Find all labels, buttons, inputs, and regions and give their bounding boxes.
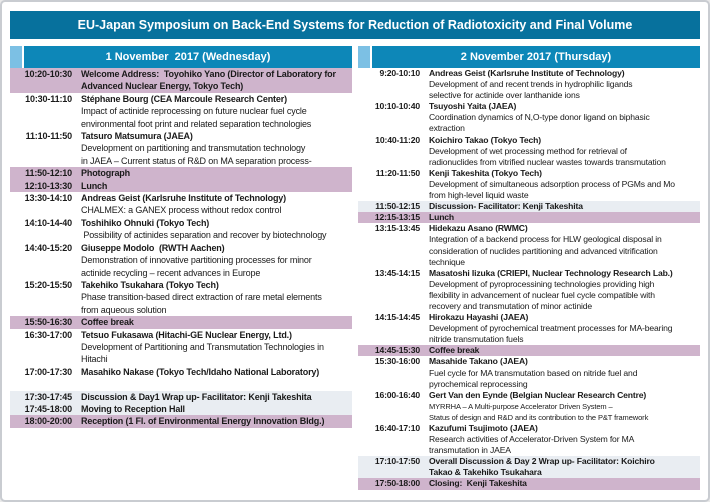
row-speaker: Overall Discussion & Day 2 Wrap up- Facilitator: Koichiro bbox=[429, 456, 655, 467]
schedule-row bbox=[10, 329, 352, 366]
schedule-row bbox=[358, 212, 700, 223]
row-time: 10:40-11:20 bbox=[375, 134, 420, 145]
schedule-row bbox=[10, 167, 352, 179]
row-description: Development of pyroprocessining technologies providing high bbox=[429, 278, 655, 289]
row-speaker: Moving to Reception Hall bbox=[81, 403, 185, 414]
row-content bbox=[81, 180, 352, 192]
row-content bbox=[429, 68, 700, 101]
schedule-row bbox=[358, 135, 700, 168]
row-description: from aqueous solution bbox=[81, 304, 167, 315]
row-content bbox=[429, 268, 700, 312]
row-description: flexibility in advancement of nuclear fuel cycle compatible with bbox=[429, 289, 655, 300]
row-description: Status of design and R&D and its contribution to the P&T framework bbox=[429, 412, 649, 422]
row-content bbox=[429, 390, 700, 423]
row-time: 13:15-13:45 bbox=[374, 223, 420, 234]
schedule-row bbox=[10, 180, 352, 192]
row-description: radionuclides from vitrified nuclear wastes towards transmutation bbox=[429, 156, 666, 167]
row-description: Coordination dynamics of N,O-type donor ligand on biphasic bbox=[429, 112, 650, 123]
row-time: 14:15-14:45 bbox=[374, 312, 420, 323]
day1-header-label: 1 November 2017 (Wednesday) bbox=[24, 46, 352, 68]
row-speaker: Closing: Kenji Takeshita bbox=[429, 478, 527, 489]
schedule-row bbox=[10, 316, 352, 328]
schedule-row bbox=[358, 423, 700, 456]
row-speaker: Tetsuo Fukasawa (Hitachi-GE Nuclear Energy, Ltd.) bbox=[81, 329, 292, 340]
row-time: 10:10-10:40 bbox=[374, 101, 420, 112]
row-content bbox=[81, 217, 352, 242]
row-speaker: Kazufumi Tsujimoto (JAEA) bbox=[429, 423, 538, 433]
schedule-row bbox=[358, 101, 700, 134]
row-time: 11:20-11:50 bbox=[375, 167, 420, 178]
schedule-row bbox=[10, 217, 352, 242]
row-time: 10:30-11:10 bbox=[25, 93, 72, 104]
schedule-row bbox=[10, 279, 352, 316]
row-time: 15:30-16:00 bbox=[374, 356, 420, 367]
row-time: 14:45-15:30 bbox=[374, 345, 420, 356]
schedule-row bbox=[358, 168, 700, 201]
row-speaker: Masahide Takano (JAEA) bbox=[429, 356, 528, 367]
row-description: Phase transition-based direct extraction of rare metal elements bbox=[81, 292, 322, 303]
row-content bbox=[81, 279, 352, 316]
row-speaker: Toshihiko Ohnuki (Tokyo Tech) bbox=[81, 217, 210, 228]
day1-rows bbox=[10, 68, 352, 496]
row-speaker: Tatsuro Matsumura (JAEA) bbox=[81, 131, 193, 142]
schedule-row bbox=[10, 68, 352, 93]
row-description: Development on partitioning and transmutation technology bbox=[81, 143, 306, 154]
schedule-row bbox=[10, 366, 352, 378]
schedule-row bbox=[358, 223, 700, 267]
row-time: 17:45-18:00 bbox=[24, 403, 72, 414]
row-speaker: Takao & Takehiko Tsukahara bbox=[429, 467, 542, 478]
schedule-row bbox=[10, 391, 352, 403]
row-description: nitride transmutation fuels bbox=[429, 334, 524, 345]
row-speaker: Advanced Nuclear Energy, Tokyo Tech) bbox=[81, 81, 244, 92]
row-content bbox=[429, 101, 700, 134]
row-speaker: Coffee break bbox=[81, 317, 134, 328]
row-time: 14:40-15:20 bbox=[24, 242, 72, 253]
row-speaker: Masahiko Nakase (Tokyo Tech/Idaho National Laboratory) bbox=[81, 366, 320, 377]
row-content bbox=[429, 478, 700, 489]
schedule-row bbox=[358, 312, 700, 345]
row-content bbox=[81, 391, 352, 403]
row-content bbox=[429, 423, 700, 456]
schedule-row bbox=[358, 456, 700, 478]
row-description: MYRRHA – A Multi-purpose Accelerator Driven System – bbox=[429, 401, 613, 411]
row-time: 10:20-10:30 bbox=[24, 69, 72, 79]
row-description: Impact of actinide reprocessing on future nuclear fuel cycle bbox=[81, 106, 307, 117]
row-time: 14:10-14-40 bbox=[24, 217, 72, 228]
row-content bbox=[81, 316, 352, 328]
row-time: 17:50-18:00 bbox=[374, 478, 420, 489]
row-time: 15:50-16:30 bbox=[24, 317, 72, 328]
day2-rows bbox=[358, 68, 700, 496]
row-content bbox=[81, 403, 352, 415]
schedule-row bbox=[358, 478, 700, 489]
schedule-row bbox=[10, 93, 352, 130]
row-description: actinide recycling – recent advances in Europe bbox=[81, 267, 261, 278]
row-time: 17:10-17:50 bbox=[374, 456, 420, 467]
schedule-row bbox=[10, 242, 352, 279]
row-description: Possibility of actinides separation and recover by biotechnology bbox=[81, 230, 327, 241]
schedule-row bbox=[10, 130, 352, 167]
row-description: Development of pyrochemical treatment processes for MA-bearing bbox=[429, 323, 673, 334]
row-description: transmutation in JAEA bbox=[429, 445, 511, 456]
row-time: 16:00-16:40 bbox=[374, 389, 420, 400]
row-description: Development of Partitioning and Transmutation Technologies in bbox=[81, 341, 324, 352]
row-content bbox=[429, 345, 700, 356]
row-time: 13:45-14:15 bbox=[374, 267, 420, 278]
schedule-row bbox=[358, 68, 700, 101]
row-description: pyrochemical reprocessing bbox=[429, 378, 528, 389]
row-speaker: Andreas Geist (Karlsruhe Institute of Technology) bbox=[81, 193, 287, 204]
row-content bbox=[429, 135, 700, 168]
row-content bbox=[81, 68, 352, 93]
schedule-row bbox=[10, 192, 352, 217]
symposium-title: EU-Japan Symposium on Back-End Systems for Reduction of Radiotoxicity and Final Volume bbox=[10, 11, 700, 39]
row-content bbox=[429, 223, 700, 267]
row-speaker: Koichiro Takao (Tokyo Tech) bbox=[429, 134, 541, 145]
row-time: 17:30-17:45 bbox=[24, 391, 72, 402]
row-time: 11:50-12:10 bbox=[25, 168, 72, 179]
row-time: 12:10-13:30 bbox=[24, 180, 72, 191]
row-time: 15:20-15:50 bbox=[24, 279, 72, 290]
row-description: extraction bbox=[429, 123, 465, 134]
header-corner-accent bbox=[358, 46, 370, 68]
row-description: CHALMEX: a GANEX process without redox control bbox=[81, 205, 282, 216]
row-content bbox=[81, 192, 352, 217]
row-time: 17:00-17:30 bbox=[24, 366, 72, 377]
row-time: 11:10-11:50 bbox=[25, 131, 72, 142]
row-content bbox=[429, 201, 700, 212]
row-speaker: Welcome Address: Toyohiko Yano (Director of Laboratory for bbox=[81, 69, 336, 79]
row-time: 18:00-20:00 bbox=[24, 416, 72, 427]
schedule-row bbox=[358, 201, 700, 212]
row-time: 16:30-17:00 bbox=[24, 329, 72, 340]
schedule-row bbox=[358, 268, 700, 312]
row-speaker: Andreas Geist (Karlsruhe Institute of Technology) bbox=[429, 68, 625, 78]
row-description: Development of wet processing method for retrieval of bbox=[429, 145, 627, 156]
day1-header bbox=[10, 46, 352, 68]
row-speaker: Hirokazu Hayashi (JAEA) bbox=[429, 312, 529, 323]
schedule-row bbox=[358, 345, 700, 356]
row-time: 13:30-14:10 bbox=[24, 193, 72, 204]
row-description: technique bbox=[429, 256, 465, 267]
row-description: Integration of a backend process for HLW geological disposal in bbox=[429, 234, 662, 245]
row-description: recovery and transmutation of minor actinide bbox=[429, 300, 592, 311]
row-content bbox=[81, 93, 352, 130]
row-description: selective for actinide over lanthanide ions bbox=[429, 90, 580, 101]
row-description: from high-level liquid waste bbox=[429, 190, 529, 201]
row-content bbox=[81, 329, 352, 366]
row-description: in JAEA – Current status of R&D on MA separation process- bbox=[81, 155, 312, 166]
row-speaker: Masatoshi Iizuka (CRIEPI, Nuclear Technology Research Lab.) bbox=[429, 267, 673, 278]
row-time: 9:20-10:10 bbox=[379, 68, 420, 78]
schedule-row bbox=[10, 403, 352, 415]
row-speaker: Takehiko Tsukahara (Tokyo Tech) bbox=[81, 279, 219, 290]
row-time: 12:15-13:15 bbox=[374, 212, 420, 223]
row-speaker: Lunch bbox=[81, 180, 108, 191]
day2-header-label: 2 November 2017 (Thursday) bbox=[372, 46, 700, 68]
row-content bbox=[81, 167, 352, 179]
schedule-row bbox=[358, 390, 700, 423]
row-speaker: Tsuyoshi Yaita (JAEA) bbox=[429, 101, 517, 112]
row-content bbox=[429, 168, 700, 201]
row-content bbox=[81, 366, 352, 378]
schedule-row bbox=[358, 356, 700, 389]
row-description: Development of simultaneous adsorption process of PGMs and Mo bbox=[429, 178, 675, 189]
schedule-row bbox=[10, 415, 352, 427]
row-description: Development of and recent trends in hydrophilic ligands bbox=[429, 79, 633, 90]
row-content bbox=[429, 356, 700, 389]
row-content bbox=[81, 242, 352, 279]
row-description: Demonstration of innovative partitioning processes for minor bbox=[81, 255, 312, 266]
day1-column bbox=[10, 46, 352, 496]
row-speaker: Kenji Takeshita (Tokyo Tech) bbox=[429, 167, 542, 178]
row-description: environmental foot print and related separation technologies bbox=[81, 118, 312, 129]
row-description: Research activities of Accelerator-Driven System for MA bbox=[429, 434, 635, 445]
day2-header bbox=[358, 46, 700, 68]
row-speaker: Discussion & Day1 Wrap up- Facilitator: Kenji Takeshita bbox=[81, 391, 312, 402]
row-content bbox=[81, 415, 352, 427]
row-content bbox=[429, 456, 700, 478]
schedule-columns bbox=[10, 46, 700, 496]
row-speaker: Discussion- Facilitator: Kenji Takeshita bbox=[429, 201, 583, 212]
row-speaker: Coffee break bbox=[429, 345, 480, 356]
row-time: 11:50-12:15 bbox=[375, 201, 420, 212]
row-content bbox=[429, 312, 700, 345]
row-speaker: Photograph bbox=[81, 168, 130, 179]
row-speaker: Giuseppe Modolo (RWTH Aachen) bbox=[81, 242, 225, 253]
row-description: Fuel cycle for MA transmutation based on nitride fuel and bbox=[429, 367, 638, 378]
day2-column bbox=[358, 46, 700, 496]
header-corner-accent bbox=[10, 46, 22, 68]
row-time: 16:40-17:10 bbox=[374, 423, 420, 433]
row-speaker: Hidekazu Asano (RWMC) bbox=[429, 223, 528, 234]
row-content bbox=[429, 212, 700, 223]
row-speaker: Lunch bbox=[429, 212, 455, 223]
row-description: Hitachi bbox=[81, 354, 108, 365]
row-speaker: Stéphane Bourg (CEA Marcoule Research Center) bbox=[81, 93, 287, 104]
row-content bbox=[81, 130, 352, 167]
row-description: consideration of nuclides partitioning and advanced vitrification bbox=[429, 245, 658, 256]
row-speaker: Reception (1 Fl. of Environmental Energy Innovation Bldg.) bbox=[81, 416, 325, 427]
row-speaker: Gert Van den Eynde (Belgian Nuclear Research Centre) bbox=[429, 389, 647, 400]
